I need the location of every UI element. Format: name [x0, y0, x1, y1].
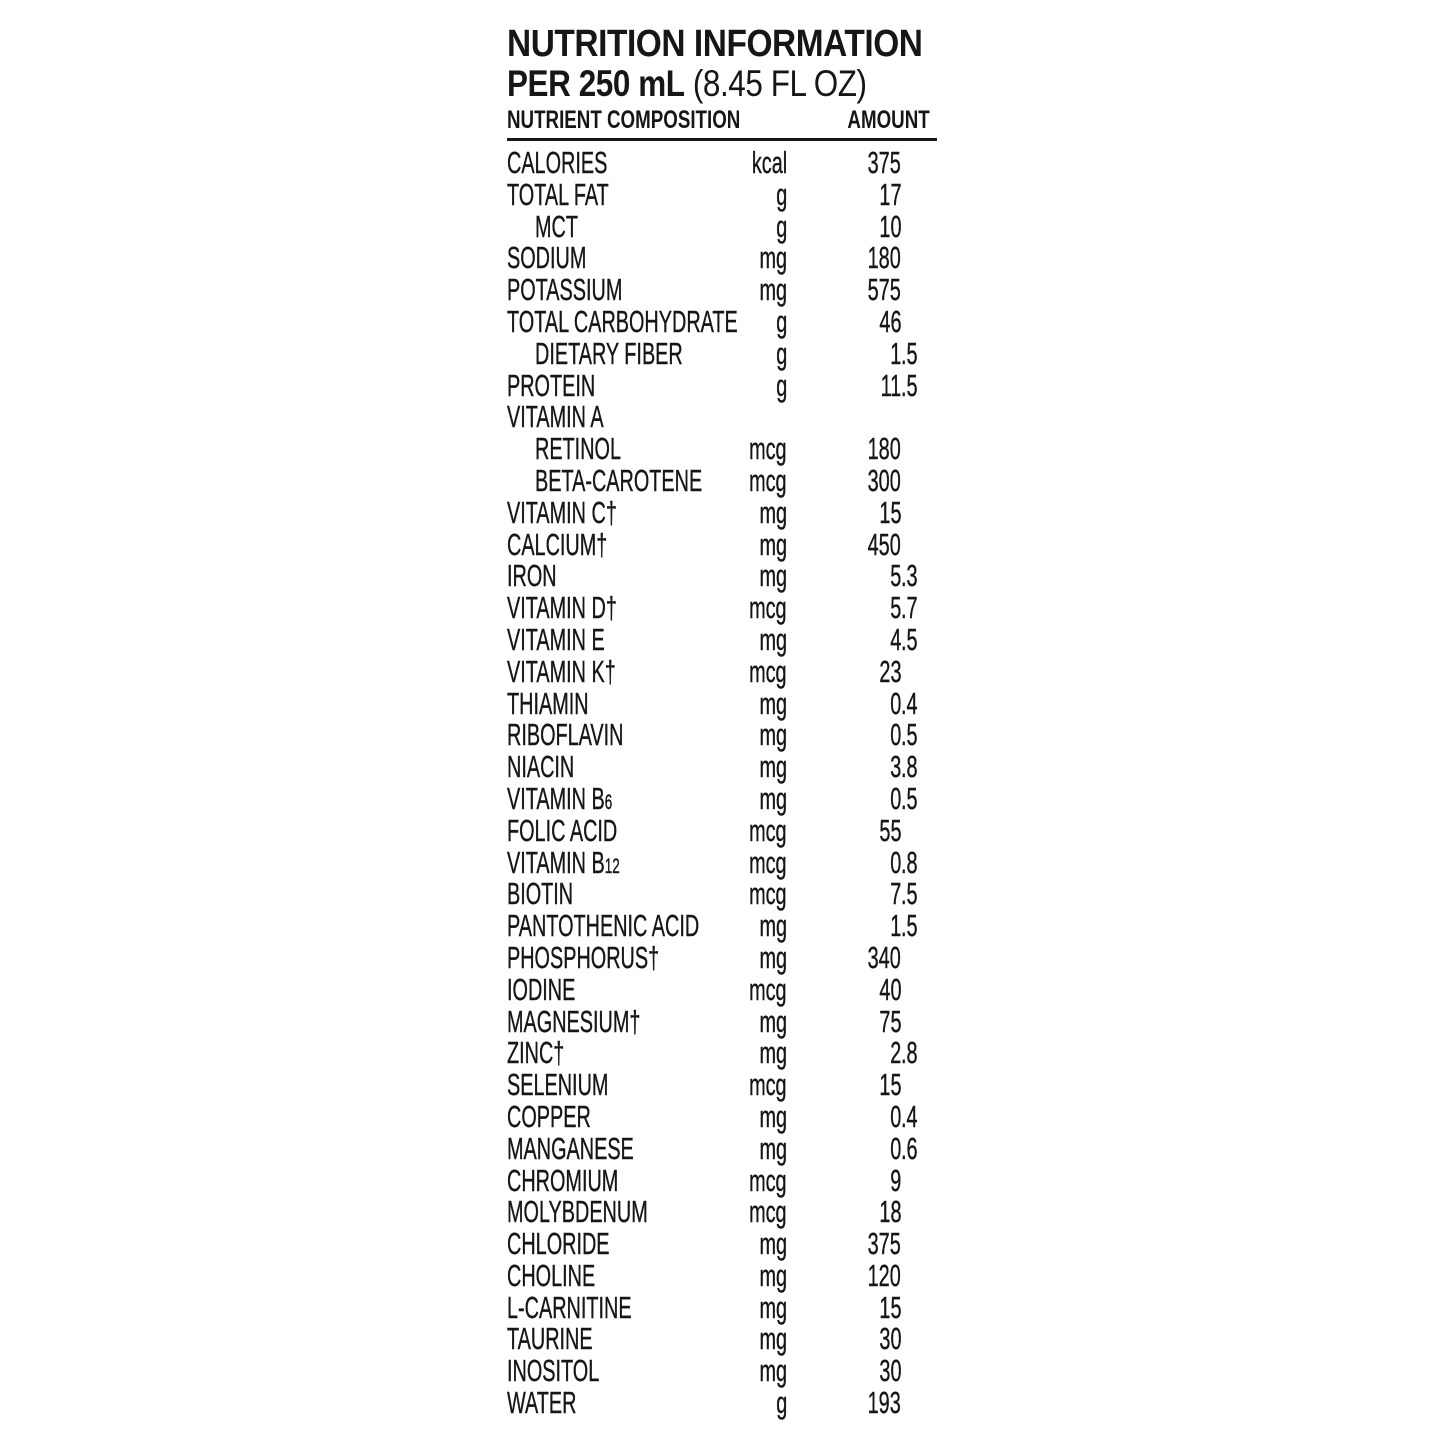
- nutrient-name: [507, 685, 589, 721]
- nutrient-name: [507, 653, 616, 689]
- nutrient-name-text: CALORIES: [507, 145, 608, 180]
- nutrient-amount-integer: 30: [878, 1353, 901, 1389]
- nutrient-name-text: VITAMIN A: [507, 399, 604, 435]
- nutrient-unit: g: [775, 208, 787, 244]
- nutrient-name: [507, 592, 617, 624]
- table-row: [507, 910, 937, 942]
- nutrient-name-text: VITAMIN D†: [507, 590, 617, 626]
- table-row: [507, 878, 937, 910]
- column-headers: [507, 106, 937, 135]
- nutrient-unit: mg: [759, 1098, 787, 1134]
- nutrient-name: [507, 242, 586, 274]
- nutrient-name-text: POTASSIUM: [507, 272, 623, 308]
- nutrient-name: [507, 878, 573, 910]
- nutrient-unit: mg: [759, 494, 787, 530]
- table-row: [507, 751, 937, 783]
- nutrient-name-text: BETA-CAROTENE: [535, 462, 703, 498]
- nutrient-unit: mg: [759, 1257, 787, 1293]
- serving-size-line: [507, 64, 873, 103]
- nutrient-amount-integer: 15: [878, 1067, 901, 1103]
- nutrient-amount-decimal: .8: [901, 844, 918, 880]
- table-row: [507, 147, 937, 179]
- table-row: [507, 1162, 937, 1198]
- nutrient-amount-integer: 18: [878, 1194, 901, 1230]
- nutrient-amount-integer: 17: [878, 176, 901, 212]
- nutrient-unit: mcg: [749, 812, 787, 848]
- nutrient-name-text: CHOLINE: [507, 1257, 596, 1293]
- nutrient-amount-integer: 5: [889, 558, 901, 594]
- nutrient-name-subscript: 12: [604, 854, 620, 878]
- nutrient-amount-decimal: .8: [901, 1035, 918, 1071]
- nutrient-unit: mcg: [749, 653, 787, 689]
- nutrient-amount-integer: 15: [878, 1289, 901, 1325]
- nutrient-amount-integer: 30: [878, 1321, 901, 1357]
- nutrient-amount-decimal: .6: [901, 1130, 918, 1166]
- table-row: [507, 433, 937, 465]
- nutrient-amount-integer: 1: [889, 335, 901, 371]
- nutrient-name-text: CALCIUM†: [507, 526, 608, 562]
- table-row: [507, 242, 937, 274]
- nutrient-amount-decimal: .5: [901, 367, 918, 403]
- nutrient-unit: mcg: [749, 971, 787, 1007]
- nutrient-name: [507, 560, 557, 592]
- nutrient-amount-integer: 40: [878, 971, 901, 1007]
- table-row: [507, 1130, 937, 1166]
- nutrient-name-text: TAURINE: [507, 1321, 593, 1357]
- nutrient-amount-integer: 375: [867, 145, 901, 180]
- nutrient-name-text: VITAMIN B: [507, 780, 605, 816]
- nutrient-name-text: COPPER: [507, 1098, 591, 1134]
- nutrient-name-text: CHLORIDE: [507, 1226, 610, 1262]
- nutrient-name: [507, 751, 574, 783]
- nutrient-unit: mcg: [749, 844, 787, 880]
- nutrient-name: [507, 303, 738, 339]
- nutrient-name-text: MCT: [535, 208, 578, 244]
- nutrient-name: [507, 1228, 610, 1260]
- nutrient-name: [507, 719, 624, 751]
- nutrient-amount-integer: 23: [878, 653, 901, 689]
- nutrient-amount-integer: 0: [889, 1098, 901, 1134]
- nutrient-amount-integer: 9: [889, 1162, 901, 1198]
- nutrient-name: [507, 274, 622, 306]
- nutrient-name: [507, 910, 699, 942]
- nutrient-name-text: MANGANESE: [507, 1130, 634, 1166]
- nutrient-name: [507, 1289, 632, 1325]
- nutrient-name-text: RIBOFLAVIN: [507, 717, 624, 753]
- nutrient-name: [507, 1037, 564, 1069]
- nutrient-amount-integer: 0: [889, 717, 901, 753]
- serving-volume: PER 250 mL: [507, 63, 685, 104]
- nutrient-name-text: WATER: [507, 1385, 577, 1421]
- table-row: [507, 812, 937, 848]
- nutrient-name-text: VITAMIN B: [507, 844, 605, 880]
- nutrient-name-text: MAGNESIUM†: [507, 1003, 641, 1039]
- nutrient-name-text: THIAMIN: [507, 685, 589, 721]
- serving-fl-oz: (8.45 FL OZ): [684, 63, 867, 104]
- nutrient-unit: g: [775, 303, 787, 339]
- nutrient-unit: mg: [759, 1321, 787, 1357]
- table-row: [507, 462, 937, 498]
- nutrient-name: [535, 208, 578, 244]
- nutrient-name-text: PHOSPHORUS†: [507, 939, 660, 975]
- nutrient-amount-integer: 375: [867, 1226, 901, 1262]
- nutrient-amount-decimal: .3: [901, 558, 918, 594]
- nutrient-unit: mg: [759, 621, 787, 657]
- table-row: [507, 844, 937, 880]
- nutrient-unit: mg: [759, 1289, 787, 1325]
- nutrient-name-text: PANTOTHENIC ACID: [507, 908, 700, 944]
- nutrient-name: [535, 335, 683, 371]
- nutrient-name: [507, 621, 605, 657]
- nutrient-amount-integer: 450: [867, 526, 901, 562]
- nutrient-unit: mg: [759, 526, 787, 562]
- nutrient-name-text: SODIUM: [507, 240, 587, 276]
- nutrient-amount-integer: 55: [878, 812, 901, 848]
- nutrient-name: [535, 433, 621, 465]
- nutrient-name: [507, 1257, 596, 1293]
- nutrient-name-text: CHROMIUM: [507, 1162, 619, 1198]
- table-row: [507, 685, 937, 721]
- table-row: [507, 1323, 937, 1355]
- nutrient-unit: g: [775, 335, 787, 371]
- nutrition-label: [507, 25, 937, 1419]
- nutrient-amount-integer: 4: [889, 621, 901, 657]
- nutrient-name: [507, 176, 609, 212]
- table-row: [507, 1257, 937, 1293]
- nutrient-name-text: VITAMIN C†: [507, 494, 617, 530]
- nutrient-name-text: VITAMIN E: [507, 621, 605, 657]
- nutrient-name-text: ZINC†: [507, 1035, 565, 1071]
- nutrient-unit: mg: [759, 1003, 787, 1039]
- nutrient-amount-decimal: .5: [901, 335, 918, 371]
- nutrient-name-text: BIOTIN: [507, 876, 574, 912]
- nutrient-unit: mg: [759, 717, 787, 753]
- nutrient-name: [507, 1098, 591, 1134]
- nutrient-amount-integer: 120: [867, 1257, 901, 1293]
- nutrient-unit: g: [775, 176, 787, 212]
- nutrient-unit: mg: [759, 558, 787, 594]
- nutrient-name: [507, 1162, 619, 1198]
- nutrient-amount-decimal: .4: [901, 1098, 918, 1134]
- nutrient-unit: mg: [759, 1035, 787, 1071]
- nutrient-unit: g: [775, 367, 787, 403]
- nutrient-name: [507, 494, 617, 530]
- nutrient-unit: mcg: [749, 876, 787, 912]
- nutrient-name: [507, 971, 576, 1007]
- nutrient-amount-decimal: .7: [901, 590, 918, 626]
- nutrient-amount-integer: 0: [889, 780, 901, 816]
- nutrient-unit: mg: [759, 685, 787, 721]
- table-row: [507, 1289, 937, 1325]
- nutrient-unit: mg: [759, 1226, 787, 1262]
- nutrient-amount-integer: 5: [889, 590, 901, 626]
- table-row: [507, 335, 937, 371]
- nutrient-unit: mcg: [749, 590, 787, 626]
- nutrient-unit: mg: [759, 908, 787, 944]
- nutrient-amount-decimal: .5: [901, 717, 918, 753]
- nutrient-amount-integer: 10: [878, 208, 901, 244]
- table-row: [507, 1003, 937, 1039]
- nutrient-unit: mcg: [749, 1162, 787, 1198]
- nutrient-amount-integer: 180: [867, 240, 901, 276]
- table-row: [507, 1069, 937, 1101]
- table-row: [507, 1196, 937, 1228]
- table-row: [507, 1098, 937, 1134]
- table-row: [507, 1228, 937, 1260]
- nutrient-name-text: TOTAL FAT: [507, 176, 609, 212]
- nutrient-amount-integer: 2: [889, 1035, 901, 1071]
- nutrient-unit: mcg: [749, 1194, 787, 1230]
- nutrient-name: [507, 1003, 641, 1039]
- nutrient-unit: mg: [759, 240, 787, 276]
- table-row: [507, 653, 937, 689]
- nutrient-amount-integer: 46: [878, 303, 901, 339]
- nutrient-name: [507, 939, 660, 975]
- nutrient-name-text: PROTEIN: [507, 367, 596, 403]
- nutrient-name-text: FOLIC ACID: [507, 812, 618, 848]
- table-row: [507, 208, 937, 244]
- nutrient-amount-integer: 300: [867, 462, 901, 498]
- nutrient-name: [507, 1130, 634, 1166]
- nutrient-name-subscript: 6: [604, 790, 613, 814]
- nutrient-amount-integer: 1: [889, 908, 901, 944]
- table-row: [507, 1037, 937, 1069]
- nutrient-name: [507, 147, 607, 179]
- nutrient-table: [507, 147, 937, 1419]
- nutrient-name-text: INOSITOL: [507, 1353, 600, 1389]
- nutrient-name-text: IRON: [507, 558, 557, 594]
- column-header-amount: AMOUNT: [847, 106, 930, 134]
- table-row: [507, 719, 937, 751]
- nutrient-name-text: IODINE: [507, 971, 576, 1007]
- nutrient-unit: mcg: [749, 462, 787, 498]
- nutrient-name: [507, 526, 608, 562]
- nutrient-amount-decimal: .5: [901, 908, 918, 944]
- column-header-nutrient-composition: NUTRIENT COMPOSITION: [507, 106, 741, 134]
- nutrient-name: [507, 812, 618, 848]
- table-row: [507, 303, 937, 339]
- nutrient-unit: mg: [759, 272, 787, 308]
- nutrient-name: [535, 462, 703, 498]
- table-row: [507, 274, 937, 306]
- nutrient-amount-decimal: .5: [901, 621, 918, 657]
- nutrient-amount-integer: 7: [889, 876, 901, 912]
- table-row: [507, 176, 937, 212]
- nutrient-amount-integer: 340: [867, 939, 901, 975]
- nutrient-unit: kcal: [751, 145, 787, 180]
- nutrient-name-text: TOTAL CARBOHYDRATE: [507, 303, 738, 339]
- nutrient-name-text: RETINOL: [535, 431, 621, 467]
- table-row: [507, 560, 937, 592]
- nutrient-name: [507, 1323, 593, 1355]
- nutrient-name-text: L-CARNITINE: [507, 1289, 632, 1325]
- nutrient-amount-decimal: .5: [901, 876, 918, 912]
- header-rule: [507, 138, 937, 141]
- nutrient-unit: mcg: [749, 431, 787, 467]
- nutrient-amount-integer: 3: [889, 749, 901, 785]
- nutrient-name: [507, 401, 604, 433]
- table-row: [507, 1355, 937, 1387]
- nutrient-unit: mg: [759, 1130, 787, 1166]
- nutrient-amount-integer: 11: [880, 367, 901, 403]
- table-row: [507, 401, 937, 433]
- nutrient-name: [507, 1387, 576, 1419]
- nutrient-name-text: SELENIUM: [507, 1067, 609, 1103]
- nutrient-name: [507, 1196, 648, 1228]
- nutrient-amount-decimal: .5: [901, 780, 918, 816]
- nutrient-name: [507, 367, 596, 403]
- nutrient-name-text: VITAMIN K†: [507, 653, 616, 689]
- table-row: [507, 621, 937, 657]
- nutrient-unit: mg: [759, 780, 787, 816]
- nutrient-amount-integer: 0: [889, 1130, 901, 1166]
- table-row: [507, 939, 937, 975]
- table-row: [507, 592, 937, 624]
- nutrient-amount-integer: 75: [878, 1003, 901, 1039]
- nutrient-unit: mg: [759, 749, 787, 785]
- table-row: [507, 1387, 937, 1419]
- table-row: [507, 494, 937, 530]
- nutrient-amount-integer: 575: [867, 272, 901, 308]
- nutrient-amount-integer: 193: [867, 1385, 901, 1421]
- nutrient-name: [507, 1355, 599, 1387]
- nutrient-amount-decimal: .4: [901, 685, 918, 721]
- table-row: [507, 526, 937, 562]
- nutrient-name: [507, 1069, 608, 1101]
- table-row: [507, 780, 937, 816]
- nutrient-unit: mg: [759, 939, 787, 975]
- nutrient-unit: mcg: [749, 1067, 787, 1103]
- nutrient-name-text: MOLYBDENUM: [507, 1194, 648, 1230]
- nutrient-amount-decimal: .8: [901, 749, 918, 785]
- nutrient-unit: g: [775, 1385, 787, 1421]
- table-row: [507, 367, 937, 403]
- nutrient-name-text: DIETARY FIBER: [535, 335, 683, 371]
- nutrient-unit: mg: [759, 1353, 787, 1389]
- nutrient-amount-integer: 180: [867, 431, 901, 467]
- nutrient-name-text: NIACIN: [507, 749, 575, 785]
- nutrient-amount-integer: 15: [878, 494, 901, 530]
- nutrient-amount-integer: 0: [889, 685, 901, 721]
- label-title: NUTRITION INFORMATION: [507, 23, 923, 65]
- nutrient-amount-integer: 0: [889, 844, 901, 880]
- table-row: [507, 971, 937, 1007]
